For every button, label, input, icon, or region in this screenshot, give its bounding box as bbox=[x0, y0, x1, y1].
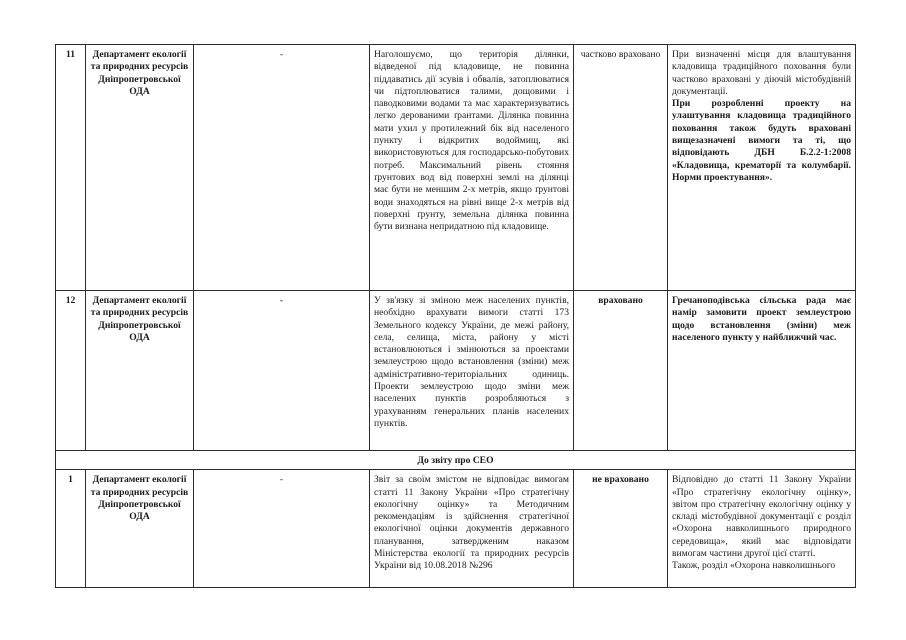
table-row bbox=[56, 291, 856, 451]
department-cell: Департамент екології та природних ресурсів Дніпропетровської ОДА bbox=[86, 45, 194, 291]
remark-cell: Звіт за своїм змістом не відповідає вимогам статті 11 Закону України «Про стратегічну екологічну оцінку» та Методичним рекомендаціям із здійснення стратегічної екологічної оцінки документів державного планування, затвердженим наказом Міністерства екології та природних ресурсів України від 10.08.2018 №296 bbox=[370, 470, 574, 588]
response-paragraph: Відповідно до статті 11 Закону України «Про стратегічну екологічну оцінку», звітом про стратегічну екологічну оцінку у складі містобудівної документації є розділ «Охорона навколишнього природного середовища», який має відповідати вимогам частини другої цієї статті. bbox=[672, 474, 851, 560]
row-number: 1 bbox=[56, 470, 86, 588]
section-title: До звіту про СЕО bbox=[56, 451, 856, 470]
response-cell bbox=[668, 45, 856, 291]
dash-cell: - bbox=[194, 45, 370, 291]
status-cell: не враховано bbox=[574, 470, 668, 588]
status-cell: враховано bbox=[574, 291, 668, 451]
table-row bbox=[56, 470, 856, 588]
department-cell: Департамент екології та природних ресурсів Дніпропетровської ОДА bbox=[86, 470, 194, 588]
response-cell bbox=[668, 470, 856, 588]
response-paragraph: При визначенні місця для влаштування кладовища традиційного поховання були частково враховані у діючій містобудівній документації. bbox=[672, 49, 851, 97]
response-cell: Гречаноподівська сільська рада має намір замовити проект землеустрою щодо встановлення (зміни) меж населеного пункту у найближчий час. bbox=[668, 291, 856, 451]
response-paragraph-bold: При розробленні проекту на улаштування кладовища традиційного поховання також будуть враховані вищезазначені вимоги та ті, що відповідають ДБН Б.2.2-1:2008 «Кладовища, крематорії та колумбарії. Норми проектування». bbox=[672, 98, 851, 183]
row-number: 12 bbox=[56, 291, 86, 451]
dash-cell: - bbox=[194, 291, 370, 451]
department-cell: Департамент екології та природних ресурсів Дніпропетровської ОДА bbox=[86, 291, 194, 451]
remark-cell: У зв'язку зі зміною меж населених пунктів, необхідно врахувати вимоги статті 173 Земельного кодексу України, де межі району, села, селища, міста, району у місті встановлюються і змінюються за проектами землеустрою щодо встановлення (зміни) меж адміністративно-територіальних одиниць. Проекти землеустрою щодо зміни меж населених пунктів розробляються з урахуванням генеральних планів населених пунктів. bbox=[370, 291, 574, 451]
remark-cell: Наголошуємо, що територія ділянки, відведеної під кладовище, не повинна піддаватись дії зсувів і обвалів, затоплюватися чи підтоплюватися талими, дощовими і паводковими водами та має характеризуватись легко дерованими ґрантами. Ділянка повинна мати ухил у протилежний бік від населеного пункту і відкритих водоймищ, які використовуються для господарсько-побутових потреб. Максимальний рівень стояння ґрунтових вод від поверхні землі на ділянці має бути не меншим 2-х метрів, якщо ґрунтові води знаходяться на рівні вище 2-х метрів від поверхні ґрунту, земельна ділянка повинна бути визнана непридатною під кладовище. bbox=[370, 45, 574, 291]
status-cell: частково враховано bbox=[574, 45, 668, 291]
dash-cell: - bbox=[194, 470, 370, 588]
section-row bbox=[56, 451, 856, 470]
table-row bbox=[56, 45, 856, 291]
response-paragraph: Також, розділ «Охорона навколишнього bbox=[672, 560, 836, 572]
remarks-table bbox=[55, 44, 856, 588]
row-number: 11 bbox=[56, 45, 86, 291]
